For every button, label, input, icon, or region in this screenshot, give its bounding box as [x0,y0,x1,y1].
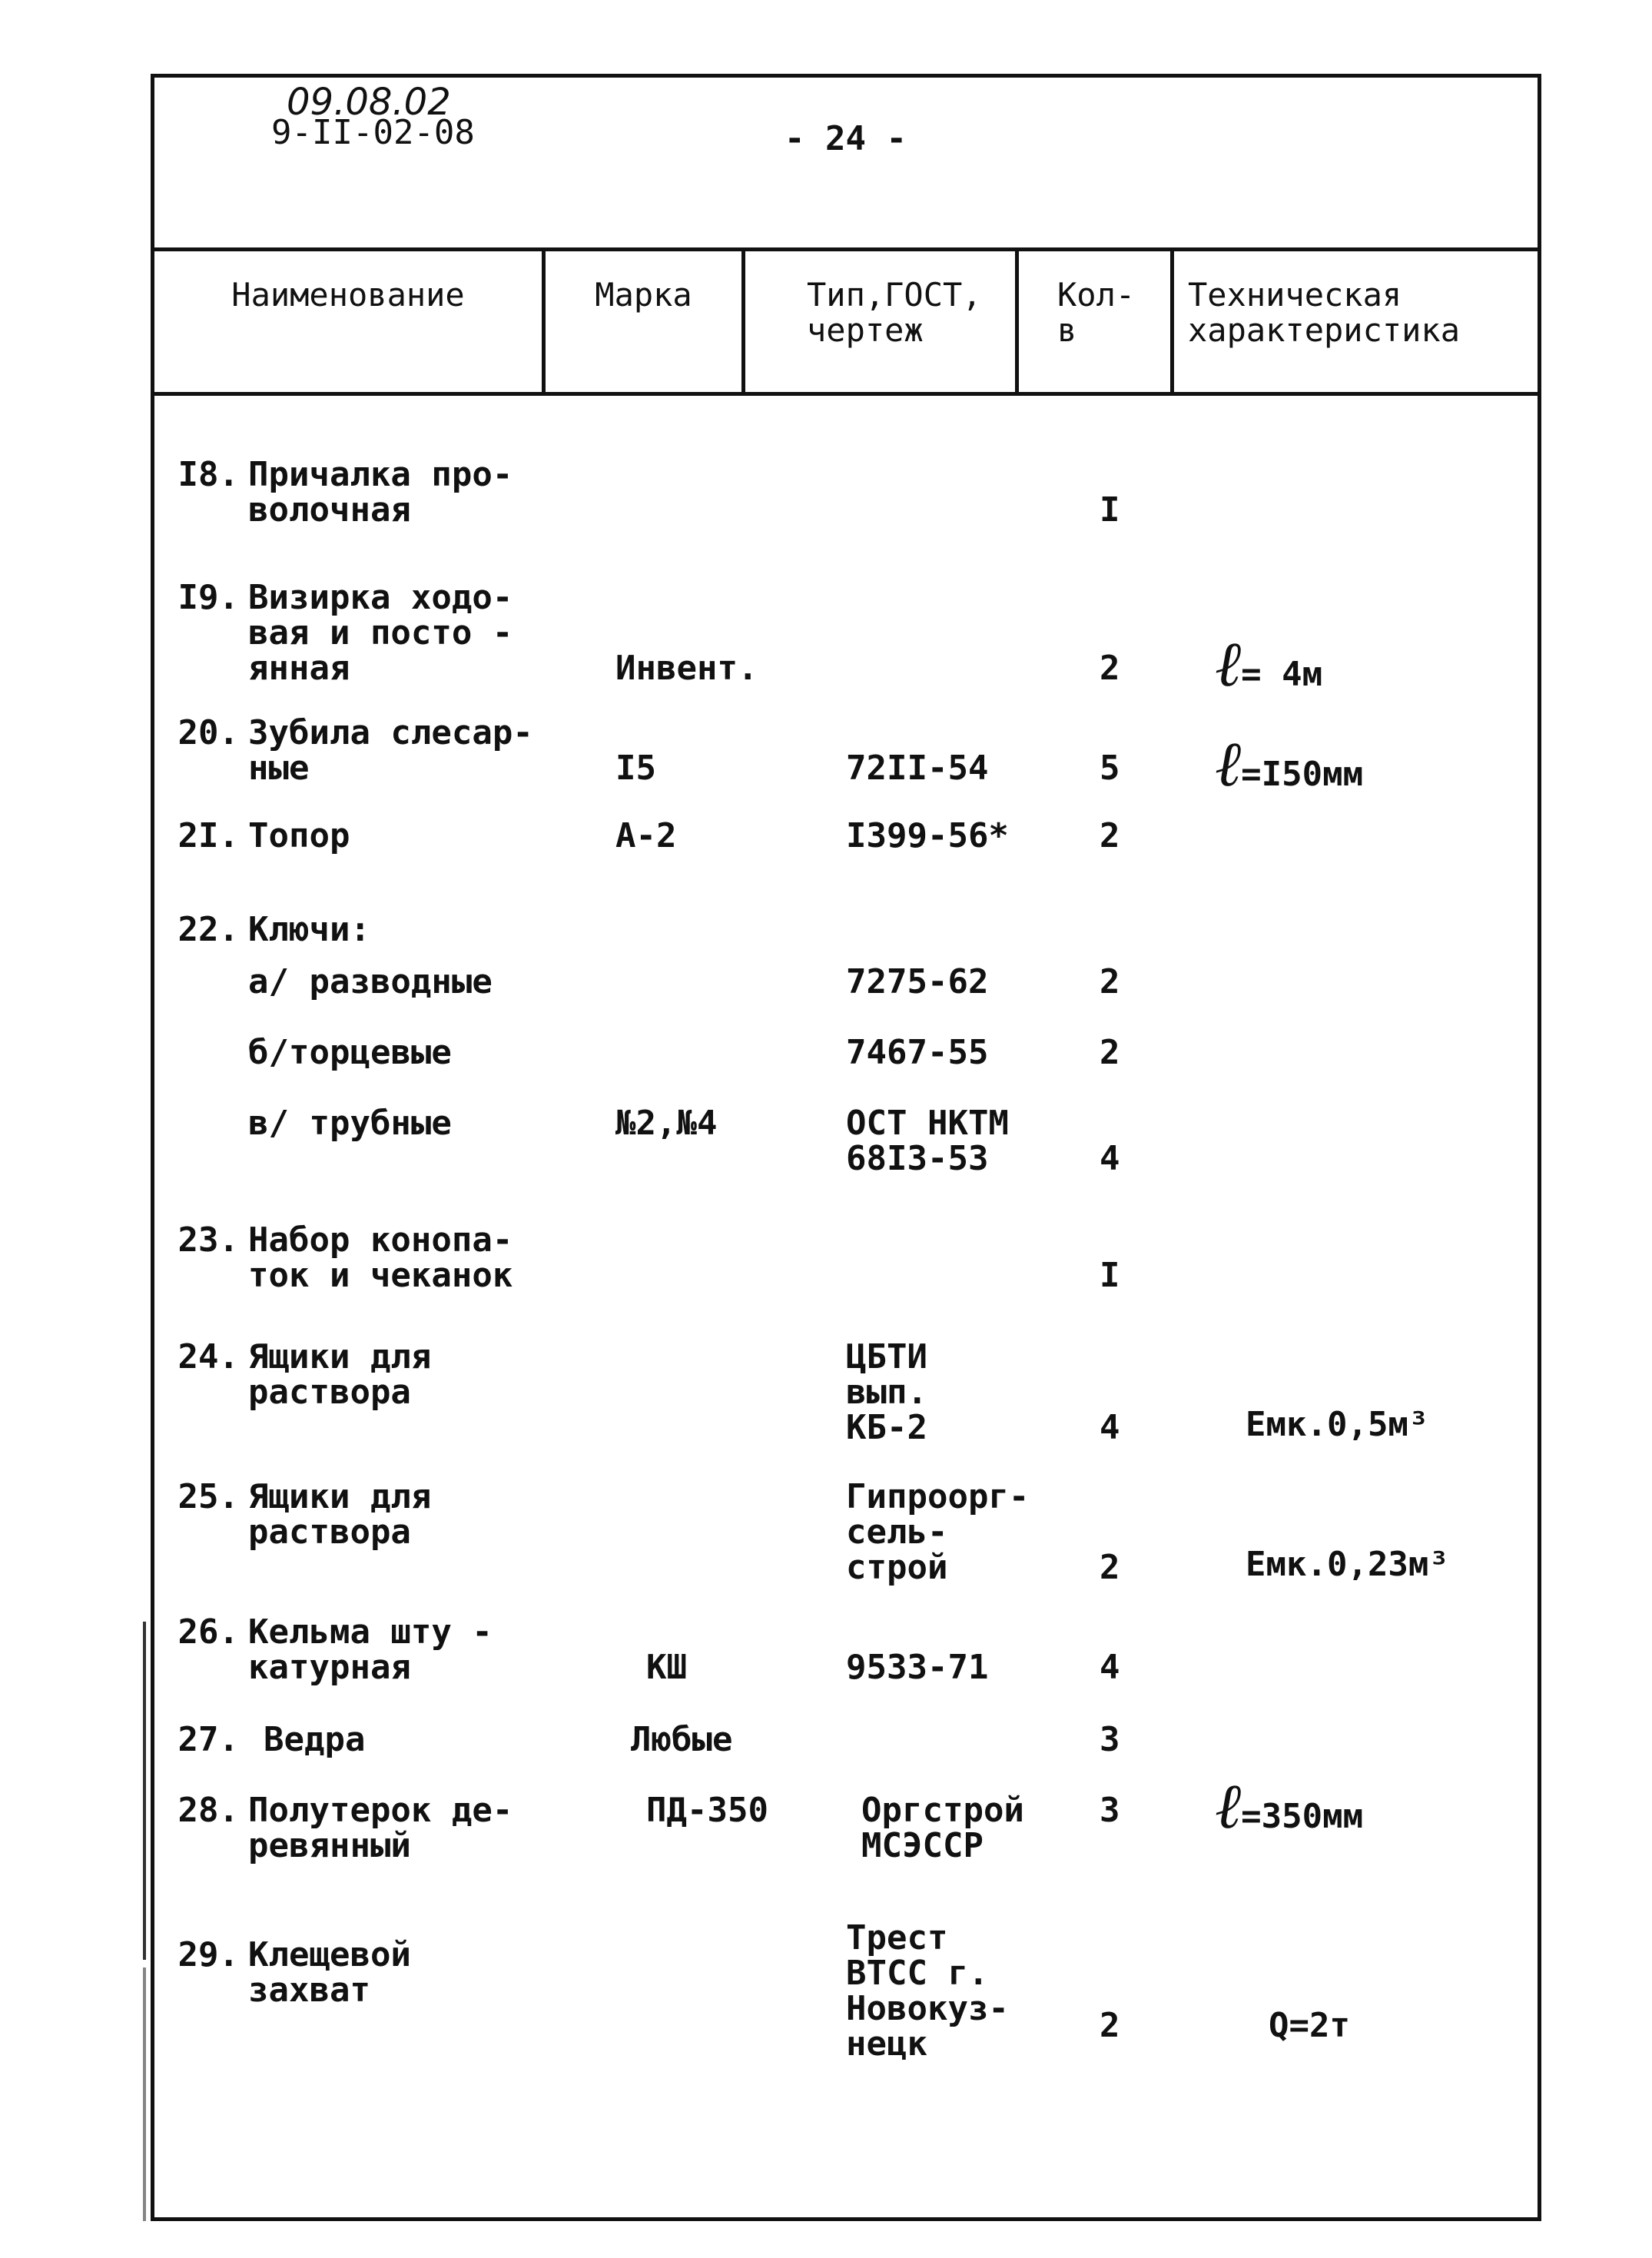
item-marka: А-2 [615,816,677,855]
item-name: Ящики для раствора [248,1477,432,1552]
row-number: I8. [177,455,239,494]
item-name: Набор конопа- ток и чеканок [248,1220,513,1295]
item-marka: Любые [631,1720,733,1759]
item-quantity: I [1100,490,1120,530]
item-quantity: 2 [1100,1548,1120,1587]
item-quantity: 5 [1100,749,1120,788]
item-name: Топор [248,816,350,855]
item-tech: Емк.0,5м³ [1246,1405,1429,1444]
item-name: Ключи: [248,910,370,949]
item-gost: 9533-71 [846,1648,989,1687]
page-header [154,78,1538,251]
item-quantity: 3 [1100,1720,1120,1759]
row-number: 29. [177,1935,239,1974]
row-number: 26. [177,1612,239,1652]
item-gost: Гипроорг- сель- строй [846,1477,1030,1587]
item-name: Полутерок де- ревянный [248,1791,513,1865]
item-marka: КШ [646,1648,687,1687]
row-number: 27. [177,1720,239,1759]
column-header-gost: Тип,ГОСТ, чертеж [741,251,1015,392]
length-symbol: ℓ [1215,628,1242,701]
length-symbol: ℓ [1215,1770,1242,1843]
item-gost: 7467-55 [846,1033,989,1072]
item-tech: Q=2т [1269,2006,1350,2045]
item-marka: Инвент. [615,649,758,688]
row-number: 23. [177,1220,239,1260]
scan-edge-mark [143,1967,146,2221]
item-tech: ℓ =I50мм [1215,728,1364,801]
table-header [154,251,1538,396]
item-quantity: 2 [1100,2006,1120,2045]
row-number: 22. [177,910,239,949]
item-quantity: 2 [1100,1033,1120,1072]
item-subname: б/торцевые [248,1033,452,1072]
item-gost: I399-56* [846,816,1009,855]
item-quantity: 2 [1100,816,1120,855]
item-subname: в/ трубные [248,1104,452,1143]
item-name: Зубила слесар- ные [248,713,533,788]
column-header-qty: Кол- в [1015,251,1170,392]
item-tech: ℓ = 4м [1215,628,1323,701]
row-number: 20. [177,713,239,752]
item-marka: №2,№4 [615,1104,718,1143]
item-gost: 72II-54 [846,749,989,788]
item-subname: а/ разводные [248,962,493,1001]
item-quantity: I [1100,1256,1120,1295]
item-name: Причалка про- волочная [248,455,513,530]
item-gost: Оргстрой МСЭССР [861,1791,1024,1865]
item-quantity: 2 [1100,962,1120,1001]
row-number: 24. [177,1337,239,1376]
page-number: - 24 - [785,119,907,158]
item-name: Ящики для раствора [248,1337,432,1412]
row-number: 2I. [177,816,239,855]
item-gost: 7275-62 [846,962,989,1001]
item-quantity: 4 [1100,1139,1120,1178]
item-tech: Емк.0,23м³ [1246,1545,1449,1584]
item-quantity: 3 [1100,1791,1120,1830]
row-number: 28. [177,1791,239,1830]
row-number: I9. [177,578,239,617]
column-header-name: Наименование [231,276,465,314]
column-header-marka: Марка [542,251,741,392]
handwritten-code: 09.08.02 [287,81,451,124]
item-gost: Трест ВТСС г. Новокуз- нецк [846,1918,1009,2064]
item-quantity: 2 [1100,649,1120,688]
document-frame [151,74,1541,2221]
item-gost: ЦБТИ вып. КБ-2 [846,1337,927,1447]
item-marka: I5 [615,749,656,788]
item-name: Кельма шту - катурная [248,1612,493,1687]
item-name: Клещевой захват [248,1935,411,2010]
item-quantity: 4 [1100,1408,1120,1447]
item-name: Ведра [264,1720,366,1759]
item-name: Визирка ходо- вая и посто - янная [248,578,513,688]
column-header-tech: Техническая характеристика [1170,251,1545,392]
length-symbol: ℓ [1215,728,1242,801]
item-tech: ℓ =350мм [1215,1770,1364,1843]
row-number: 25. [177,1477,239,1516]
document-code: 9-II-02-08 [271,113,475,152]
item-quantity: 4 [1100,1648,1120,1687]
item-gost: ОСТ НКТМ 68I3-53 [846,1104,1009,1178]
item-marka: ПД-350 [646,1791,768,1830]
scan-edge-mark [143,1622,146,1960]
